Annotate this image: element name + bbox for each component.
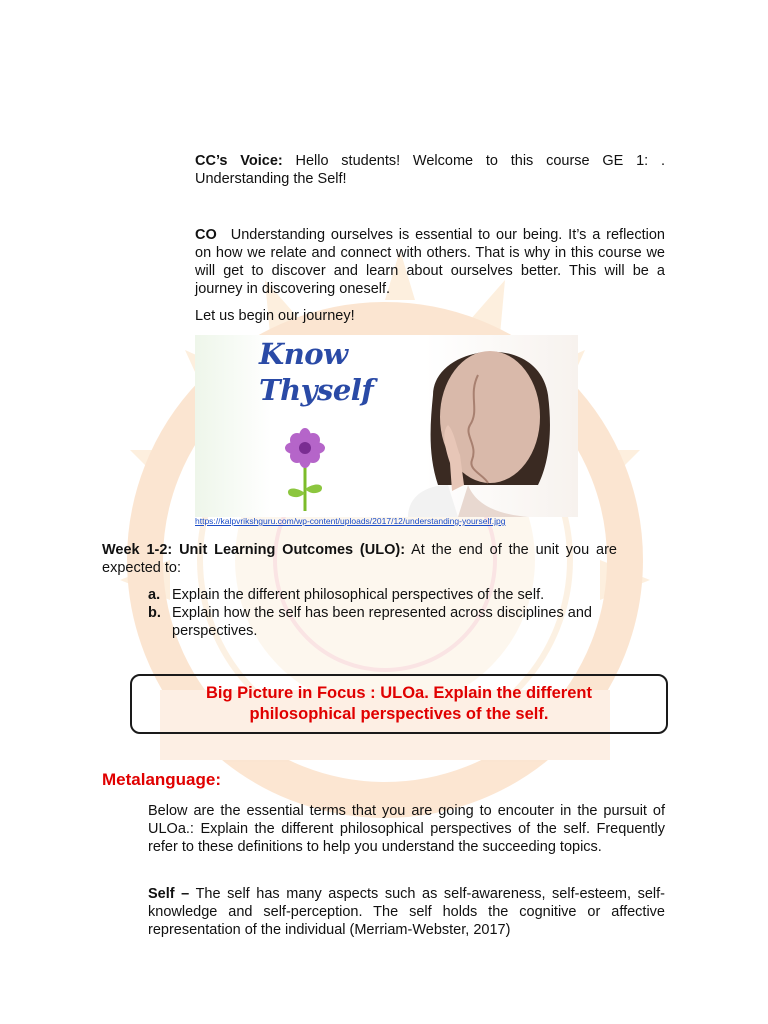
list-marker: b. (148, 605, 161, 621)
flower-icon (275, 423, 335, 513)
big-picture-text: Big Picture in Focus : ULOa. Explain the different philosophical perspectives of the self. (206, 684, 592, 723)
list-item-text: Explain the different philosophical perspectives of the self. (172, 587, 545, 603)
metalanguage-heading: Metalanguage: (102, 770, 222, 789)
co-text: Understanding ourselves is essential to our being. It’s a reflection on how we relate and connect with others. That is why in this course we will get to discover and learn about ourselves better. This will be a journey in discovering oneself. (195, 227, 665, 297)
figure-title-thyself: Thyself (259, 373, 374, 407)
figure-title-know: Know (259, 337, 348, 371)
self-definition-text: The self has many aspects such as self-awareness, self-esteem, self-knowledge and self-perception. The self holds the cognitive or affective representation of the individual (Merriam-Webster, 2017) (148, 886, 666, 938)
self-definition (148, 885, 665, 939)
metalanguage-intro: Below are the essential terms that you are going to encouter in the pursuit of ULOa.: Explain the different philosophical perspectives of the self. Frequently refer to these definitions to help you understand the succeeding topics. (148, 803, 665, 855)
cc-voice-paragraph (195, 152, 665, 188)
cc-voice-text: Hello students! Welcome to this course GE 1: . Understanding the Self! (195, 153, 665, 187)
list-marker: a. (148, 587, 161, 603)
big-picture-box (130, 674, 668, 734)
ulo-paragraph (102, 541, 617, 577)
cc-voice-label: CC’s Voice: (195, 153, 283, 169)
ulo-text: At the end of the unit you are expected to: (102, 542, 617, 576)
list-item-text: Explain how the self has been represented across disciplines and perspectives. (172, 605, 592, 639)
co-paragraph (195, 226, 665, 298)
self-term: Self – (148, 886, 190, 902)
image-source-link[interactable]: https://kalpvrikshguru.com/wp-content/uploads/2017/12/understanding-yourself.jpg (195, 516, 506, 526)
begin-journey-text: Let us begin our journey! (195, 308, 355, 324)
know-thyself-image (195, 335, 578, 517)
co-label: CO (195, 227, 217, 243)
faceless-woman-illustration (398, 335, 578, 517)
ulo-label: Week 1-2: Unit Learning Outcomes (ULO): (102, 542, 406, 558)
